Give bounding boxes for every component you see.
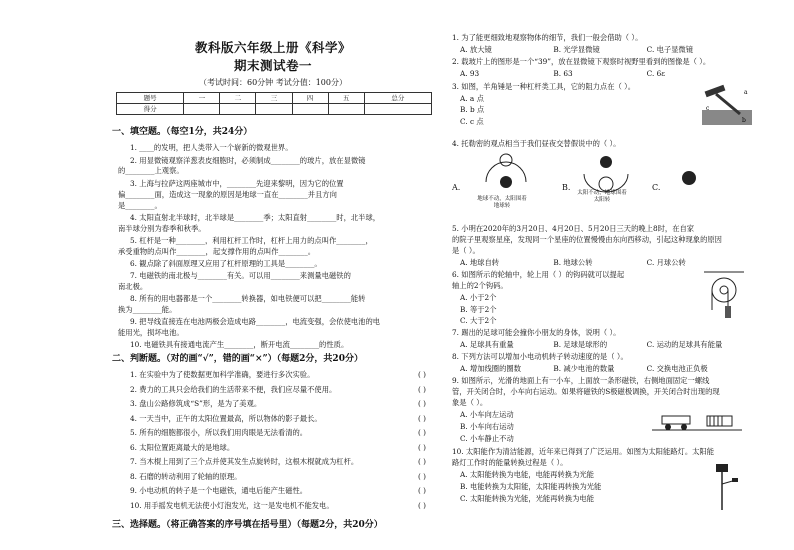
score-input-cell[interactable] [292, 104, 328, 115]
answer-parentheses[interactable]: ( ) [417, 384, 426, 394]
option[interactable]: A. 放大镜 [460, 45, 492, 54]
option[interactable]: A. 太阳能转换为电能，电能再转换为光能 [460, 470, 594, 479]
answer-parentheses[interactable]: ( ) [417, 428, 426, 437]
judge-item [130, 399, 430, 408]
fill-q3c: 是________。 [118, 201, 162, 210]
answer-parentheses[interactable]: ( ) [417, 413, 426, 423]
q4-caption-a: 地球不动，太阳围着地球转 [477, 196, 527, 210]
score-input-cell[interactable] [220, 104, 256, 115]
option[interactable]: B. 电能转换为太阳能，太阳能再转换为光能 [460, 482, 602, 491]
fill-q9a: 9. 把导线直接连在电池两极会造成电路________，电流变强，会依使电池的电 [130, 317, 381, 326]
fill-q8b: 换为________能。 [118, 305, 177, 314]
score-table [116, 92, 432, 115]
choice-q9b: 管，开关闭合时，小车向右运动。如果将磁铁的S极磁极调换，开关闭合时出现的现 [452, 387, 720, 396]
option[interactable]: C. 交换电池正负极 [646, 364, 708, 373]
q4-label-b[interactable]: B. [562, 183, 571, 192]
score-cell: 五 [328, 93, 364, 104]
q4-label-c[interactable]: C. [652, 183, 661, 192]
option[interactable]: C. c 点 [460, 117, 484, 126]
choice-q6b: 轴上的2个钩码。 [452, 281, 508, 290]
fill-q6: 6. 観点除了斜面原理又应用了杠杆原理的工具是________。 [130, 259, 322, 268]
score-cell: 四 [292, 93, 328, 104]
svg-text:b: b [742, 117, 746, 124]
option[interactable]: C. 大于2个 [460, 316, 497, 325]
choice-q7: 7. 踢出的足球可能会撞你小朋友的身体，说明（ ）。 [452, 328, 621, 337]
choice-q4: 4. 托勒密的观点相当于我们昼夜交替假说中的（ ）。 [452, 139, 621, 148]
choice-q10a: 10. 太阳能作为清洁能源，近年来已得到了广泛运用。如图为太阳能路灯。太阳能 [452, 447, 715, 456]
judge-item-text: 5. 所有的细胞都很小，所以我们用肉眼是无法看清的。 [130, 428, 308, 437]
option[interactable]: A. 足球具有重量 [460, 340, 514, 349]
choice-q8-options [460, 364, 740, 373]
choice-q2: 2. 载玻片上的图形是一个“39”，放在显微镜下观察时视野里看到的图像是（ ）。 [452, 57, 711, 66]
option[interactable]: A. 小车向左运动 [460, 410, 514, 419]
option[interactable]: A. 增加线圈的圈数 [460, 364, 521, 373]
option[interactable]: B. 63 [553, 69, 573, 78]
judge-item [130, 486, 430, 495]
score-cell: 三 [256, 93, 292, 104]
choice-q1-options [460, 45, 740, 54]
option[interactable]: B. 光学显微镜 [553, 45, 600, 54]
fill-q2a: 2. 用显微镜观察洋葱表皮细胞时，必须制成________的玻片，放在显微镜 [130, 156, 366, 165]
claw-hammer-figure [702, 80, 752, 125]
choice-q3: 3. 如图，羊角锤是一种杠杆类工具，它的阻力点在（ ）。 [452, 82, 636, 91]
fill-q4a: 4. 太阳直射北半球时，北半球是________季；太阳直射________时，北半球， [130, 213, 381, 222]
choice-q1: 1. 为了能更细致地观察物体的细节，我们一般会借助（ ）。 [452, 33, 643, 42]
score-cell: 一 [184, 93, 220, 104]
option[interactable]: B. b 点 [460, 105, 485, 114]
svg-text:a: a [744, 89, 748, 96]
choice-q5-options [460, 258, 740, 267]
judge-item-text: 9. 小电动机的转子是一个电磁铁，通电后能产生磁性。 [130, 486, 308, 495]
judge-item [130, 457, 430, 466]
fill-q3b: 偏________面，造成这一现象的原因是地球一直在________并且方向 [118, 190, 337, 199]
option[interactable]: B. 减少电池的数量 [553, 364, 615, 373]
choice-q5a: 5. 小明在2020年的3月20日、4月20日、5月20日三天的晚上8时，在自家 [452, 224, 695, 233]
option[interactable]: C. 运动的足球具有能量 [646, 340, 723, 349]
fill-q3a: 3. 上海与拉萨这两座城市中，________先迎来黎明，因为它的位置 [130, 179, 344, 188]
judge-item [130, 443, 430, 452]
option[interactable]: C. 太阳能转换为光能，光能再转换为电能 [460, 494, 595, 503]
option[interactable]: A. a 点 [460, 94, 484, 103]
score-cell: 得分 [117, 104, 184, 115]
svg-text:c: c [706, 105, 710, 112]
judge-item [130, 501, 430, 510]
score-cell: 总分 [364, 93, 431, 104]
answer-parentheses[interactable]: ( ) [417, 486, 426, 495]
judge-item-text: 10. 用手摇发电机无法使小灯泡发光，这一是发电机不能发电。 [130, 500, 334, 510]
judge-item-text: 7. 当木棍上用到了三个点并使其发生点旋转时，这根木棍就成为杠杆。 [130, 457, 359, 466]
choice-q8: 8. 下列方法可以增加小电动机转子转动速度的是（ ）。 [452, 352, 628, 361]
choice-q6a: 6. 如图所示的轮轴中，轮上用（ ）的钩码就可以提起 [452, 270, 625, 279]
exam-info: （考试时间：60分钟 考试分值：100分） [199, 78, 347, 87]
choice-q10b: 路灯工作时的能量转换过程是（ ）。 [452, 458, 568, 467]
choice-q5c: 是（ ）。 [452, 246, 480, 255]
q4-caption-b: 太阳不动，地球围着太阳转 [577, 190, 627, 204]
score-table-header-row [117, 93, 432, 104]
judge-item [130, 414, 430, 423]
option[interactable]: A. 93 [460, 69, 480, 78]
answer-parentheses[interactable]: ( ) [417, 471, 426, 481]
fill-q7b: 南北极。 [118, 282, 148, 291]
judge-item [130, 370, 430, 379]
cart-magnet-figure [652, 408, 742, 434]
option[interactable]: C. 电子显微镜 [646, 45, 694, 54]
solar-street-lamp-figure [702, 462, 742, 512]
wheel-axle-figure [704, 270, 744, 330]
choice-q5b: 的院子里观察星座，发现同一个星座的位置慢慢由东向西移动，引起这种现象的原因 [452, 235, 722, 244]
fill-q8a: 8. 所有的用电器都是一个________转换器，如电铁便可以把________能转 [130, 294, 366, 303]
score-input-cell[interactable] [256, 104, 292, 115]
section1-heading: 一、填空题。（每空1分，共24分） [112, 127, 253, 137]
option[interactable]: C. 6ɛ [646, 69, 666, 78]
answer-parentheses[interactable]: ( ) [417, 442, 426, 452]
section2-heading: 二、判断题。（对的画“√”，错的画“×”）（每题2分，共20分） [112, 354, 363, 364]
fill-q2b: 的________上观察。 [118, 166, 184, 175]
choice-q2-options [460, 69, 740, 78]
answer-parentheses[interactable]: ( ) [417, 457, 426, 466]
fill-q10: 10. 电磁铁具有接通电流产生________，断开电流________的性质。 [130, 340, 349, 349]
q4-label-a[interactable]: A. [452, 183, 461, 192]
score-table-score-row [117, 104, 432, 115]
option[interactable]: B. 地球公转 [553, 258, 593, 267]
option[interactable]: B. 足球是球形的 [553, 340, 608, 349]
option[interactable]: C. 小车静止不动 [460, 434, 514, 443]
fill-q1: 1. ____的发明，把人类带入一个崭新的微观世界。 [130, 143, 293, 152]
option[interactable]: B. 等于2个 [460, 305, 497, 314]
option[interactable]: B. 小车向右运动 [460, 422, 514, 431]
answer-parentheses[interactable]: ( ) [417, 500, 426, 510]
judge-item-text: 1. 在实验中为了使数据更加科学准确，要进行多次实验。 [130, 370, 315, 379]
fill-q5b: 承受重物的点叫作________，起支撑作用的点叫作________。 [118, 247, 316, 256]
judge-item [130, 428, 430, 437]
choice-q9a: 9. 如图所示，光滑的地面上有一小车，上面放一条形磁铁，右侧地面固定一螺线 [452, 376, 710, 385]
score-cell: 题号 [117, 93, 184, 104]
answer-parentheses[interactable]: ( ) [417, 399, 426, 408]
option[interactable]: C. 月球公转 [646, 258, 686, 267]
fill-q7a: 7. 电磁铁的南北极与________有关。可以用________来测量电磁铁的 [130, 271, 351, 280]
fill-q4b: 南半球分别为春季和秋季。 [118, 224, 206, 233]
exam-title: 教科版六年级上册《科学》 [194, 40, 351, 55]
option[interactable]: A. 小于2个 [460, 293, 497, 302]
answer-parentheses[interactable]: ( ) [417, 370, 426, 379]
choice-q9c: 象是（ ）。 [452, 398, 488, 407]
judge-item-text: 8. 石磨的转动利用了轮轴的原理。 [130, 471, 242, 481]
score-input-cell[interactable] [328, 104, 364, 115]
section3-heading: 三、选择题。（将正确答案的序号填在括号里）（每题2分，共20分） [112, 520, 383, 530]
judge-item [130, 472, 430, 481]
score-cell: 二 [220, 93, 256, 104]
judge-item-text: 2. 费力的工具只会给我们的生活带来不便，我们应尽量不使用。 [130, 384, 337, 394]
judge-item-text: 3. 盘山公路修筑成“S”形，是为了美观。 [130, 399, 262, 408]
judge-item-text: 4. 一天当中，正午的太阳位置最高，所以物体的影子最长。 [130, 413, 322, 423]
judge-item-text: 6. 太阳位置距离最大的是地球。 [130, 442, 235, 452]
option[interactable]: A. 地球自转 [460, 258, 500, 267]
score-input-cell[interactable] [184, 104, 220, 115]
exam-subtitle: 期末测试卷一 [233, 58, 312, 73]
choice-q7-options [460, 340, 740, 349]
fill-q9b: 能用光，损坏电池。 [118, 328, 184, 337]
score-input-cell[interactable] [364, 104, 431, 115]
fill-q5a: 5. 杠杆是一种________，利用杠杆工作时，杠杆上用力的点叫作________， [130, 236, 373, 245]
judge-item [130, 385, 430, 394]
